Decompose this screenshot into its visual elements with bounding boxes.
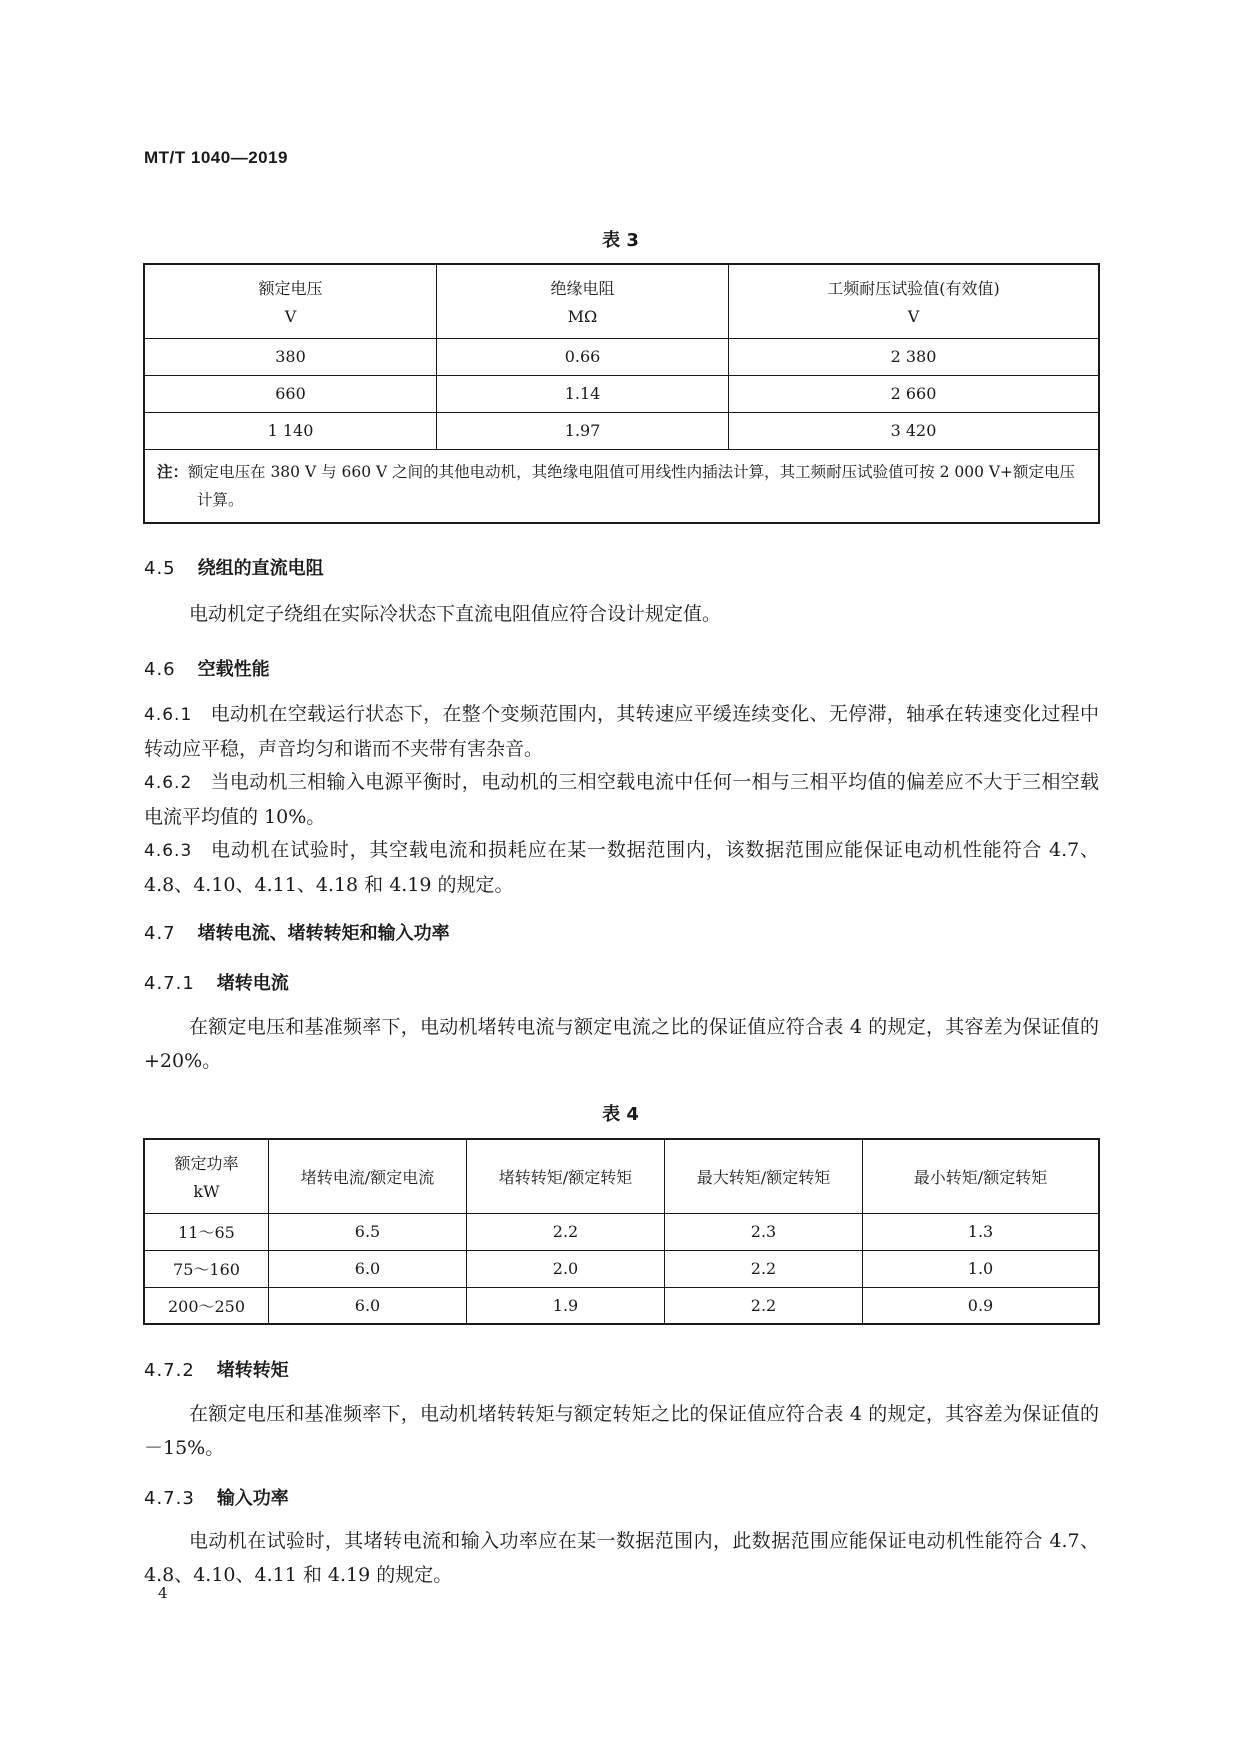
- table4-header-power: 额定功率 kW: [144, 1139, 269, 1213]
- table-cell: 75～160: [144, 1250, 269, 1287]
- table3-header-voltage: 额定电压 V: [144, 264, 437, 338]
- section-4-7-3-heading: 4.7.3 输入功率: [144, 1488, 289, 1509]
- table-row: [144, 375, 1099, 412]
- table-cell: 1.3: [863, 1213, 1100, 1250]
- section-4-7-3-text: 电动机在试验时，其堵转电流和输入功率应在某一数据范围内，此数据范围应能保证电动机性能符合 4.7、4.8、4.10、4.11 和 4.19 的规定。: [144, 1530, 1099, 1586]
- table3-note-row: [144, 449, 1099, 523]
- section-4-6-3-paragraph: 4.6.3 电动机在试验时，其空载电流和损耗应在某一数据范围内，该数据范围应能保证电动机性能符合 4.7、4.8、4.10、4.11、4.18 和 4.19 的规定。: [144, 839, 1099, 896]
- table3-header-resistance: 绝缘电阻 MΩ: [437, 264, 729, 338]
- table3: [143, 263, 1100, 524]
- note-text: 额定电压在 380 V 与 660 V 之间的其他电动机，其绝缘电阻值可用线性内插法计算，其工频耐压试验值可按 2 000 V+额定电压计算。: [188, 462, 1076, 509]
- table4-header-locked-current: 堵转电流/额定电流: [269, 1139, 467, 1213]
- section-4-5-text: 电动机定子绕组在实际冷状态下直流电阻值应符合设计规定值。: [189, 603, 722, 625]
- table-cell: 2 660: [729, 375, 1100, 412]
- table-cell: 2.2: [467, 1213, 665, 1250]
- table4-header-min-torque: 最小转矩/额定转矩: [863, 1139, 1100, 1213]
- table-cell: 2.3: [665, 1213, 863, 1250]
- table-cell: 0.9: [863, 1287, 1100, 1324]
- table-cell: 660: [144, 375, 437, 412]
- table-cell: 6.5: [269, 1213, 467, 1250]
- table-row: [144, 1250, 1099, 1287]
- section-4-7-2-text: 在额定电压和基准频率下，电动机堵转转矩与额定转矩之比的保证值应符合表 4 的规定，其容差为保证值的－15%。: [144, 1403, 1099, 1459]
- section-4-6-heading: 4.6 空载性能: [144, 659, 270, 680]
- table-cell: 1.14: [437, 375, 729, 412]
- table4-header-max-torque: 最大转矩/额定转矩: [665, 1139, 863, 1213]
- table-cell: 2.0: [467, 1250, 665, 1287]
- table3-note: [144, 449, 1099, 523]
- table-cell: 2.2: [665, 1250, 863, 1287]
- table-row: [144, 338, 1099, 375]
- table4-header-locked-torque: 堵转转矩/额定转矩: [467, 1139, 665, 1213]
- table-cell: 1.97: [437, 412, 729, 449]
- section-4-7-2-heading: 4.7.2 堵转转矩: [144, 1360, 289, 1381]
- table-cell: 3 420: [729, 412, 1100, 449]
- note-label: 注：: [157, 462, 189, 481]
- table-cell: 1.0: [863, 1250, 1100, 1287]
- table-cell: 2.2: [665, 1287, 863, 1324]
- table-cell: 200～250: [144, 1287, 269, 1324]
- page-number: 4: [158, 1584, 168, 1602]
- table-row: [144, 412, 1099, 449]
- table-row: [144, 1287, 1099, 1324]
- section-4-7-1-text: 在额定电压和基准频率下，电动机堵转电流与额定电流之比的保证值应符合表 4 的规定，其容差为保证值的+20%。: [144, 1016, 1099, 1072]
- table-cell: 380: [144, 338, 437, 375]
- table-cell: 1.9: [467, 1287, 665, 1324]
- section-4-7-heading: 4.7 堵转电流、堵转转矩和输入功率: [144, 923, 450, 944]
- table3-header-withstand: 工频耐压试验值(有效值) V: [729, 264, 1100, 338]
- table-cell: 6.0: [269, 1250, 467, 1287]
- section-4-5-heading: 4.5 绕组的直流电阻: [144, 558, 324, 579]
- table-cell: 6.0: [269, 1287, 467, 1324]
- table-cell: 0.66: [437, 338, 729, 375]
- table-cell: 11～65: [144, 1213, 269, 1250]
- table-row: [144, 1213, 1099, 1250]
- table4: [143, 1138, 1100, 1325]
- section-4-7-1-heading: 4.7.1 堵转电流: [144, 973, 289, 994]
- table4-caption: 表 4: [602, 1104, 639, 1125]
- table3-caption: 表 3: [602, 230, 639, 251]
- table3-header-row: [144, 264, 1099, 338]
- table4-header-row: [144, 1139, 1099, 1213]
- section-4-6-1-paragraph: 4.6.1 电动机在空载运行状态下，在整个变频范围内，其转速应平缓连续变化、无停滞，轴承在转速变化过程中转动应平稳，声音均匀和谐而不夹带有害杂音。: [144, 703, 1099, 760]
- document-id: MT/T 1040—2019: [144, 148, 289, 167]
- table-cell: 1 140: [144, 412, 437, 449]
- table-cell: 2 380: [729, 338, 1100, 375]
- section-4-6-2-paragraph: 4.6.2 当电动机三相输入电源平衡时，电动机的三相空载电流中任何一相与三相平均值的偏差应不大于三相空载电流平均值的 10%。: [144, 771, 1099, 828]
